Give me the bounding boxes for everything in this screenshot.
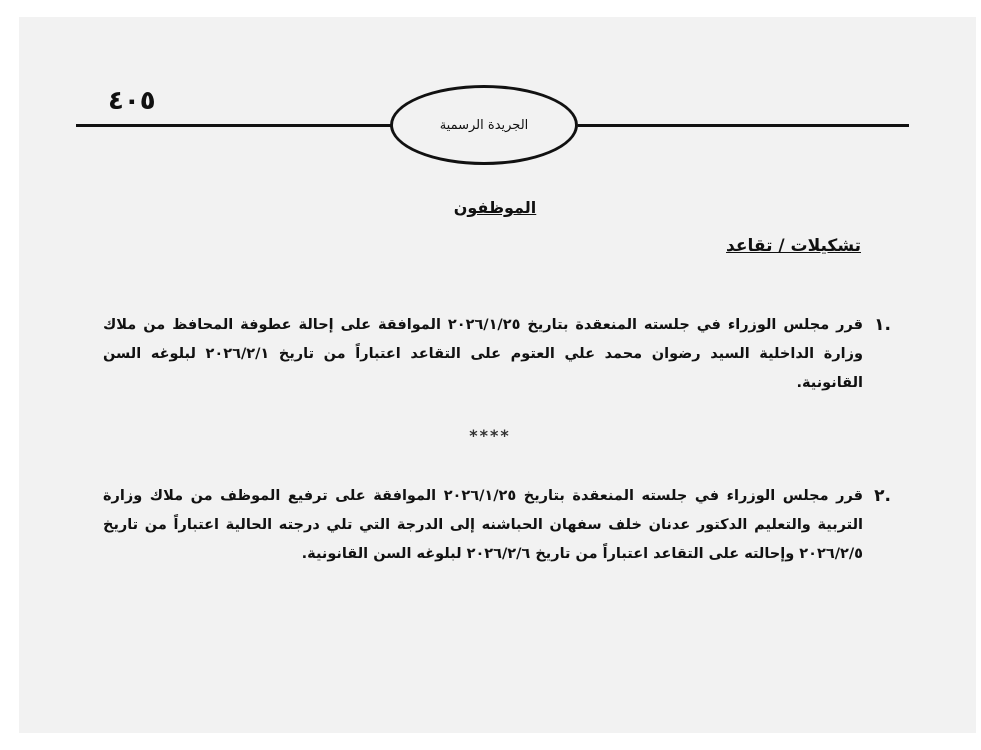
page-number: ٤٠٥ (108, 86, 156, 116)
subsection-title: تشكيلات / تقاعد (726, 236, 861, 256)
decision-item-2 (103, 482, 891, 569)
item-text: قرر مجلس الوزراء في جلسته المنعقدة بتاريخ ٢٠٢٦/١/٢٥ الموافقة على ترفيع الموظف من ملاك وزارة التربية والتعليم الدكتور عدنان خلف سفهان الحباشنه إلى الدرجة التي تلي درجته الحالية اعتباراً من تاريخ ٢٠٢٦/٢/٥ وإحالته على التقاعد اعتباراً من تاريخ ٢٠٢٦/٢/٦ لبلوغه السن القانونية. (103, 488, 863, 562)
decision-item-1 (103, 311, 891, 398)
gazette-label: الجريدة الرسمية (439, 117, 529, 133)
item-number: .١ (874, 315, 891, 335)
gazette-oval (390, 85, 578, 165)
item-text: قرر مجلس الوزراء في جلسته المنعقدة بتاريخ ٢٠٢٦/١/٢٥ الموافقة على إحالة عطوفة المحافظ من ملاك وزارة الداخلية السيد رضوان محمد علي العتوم على التقاعد اعتباراً من تاريخ ٢٠٢٦/٢/١ لبلوغه السن القانونية. (103, 317, 863, 391)
header-rule-left (76, 124, 392, 127)
header-rule-right (578, 124, 909, 127)
item-number: .٢ (874, 486, 891, 506)
section-title: الموظفون (453, 198, 537, 217)
separator: **** (469, 426, 511, 445)
